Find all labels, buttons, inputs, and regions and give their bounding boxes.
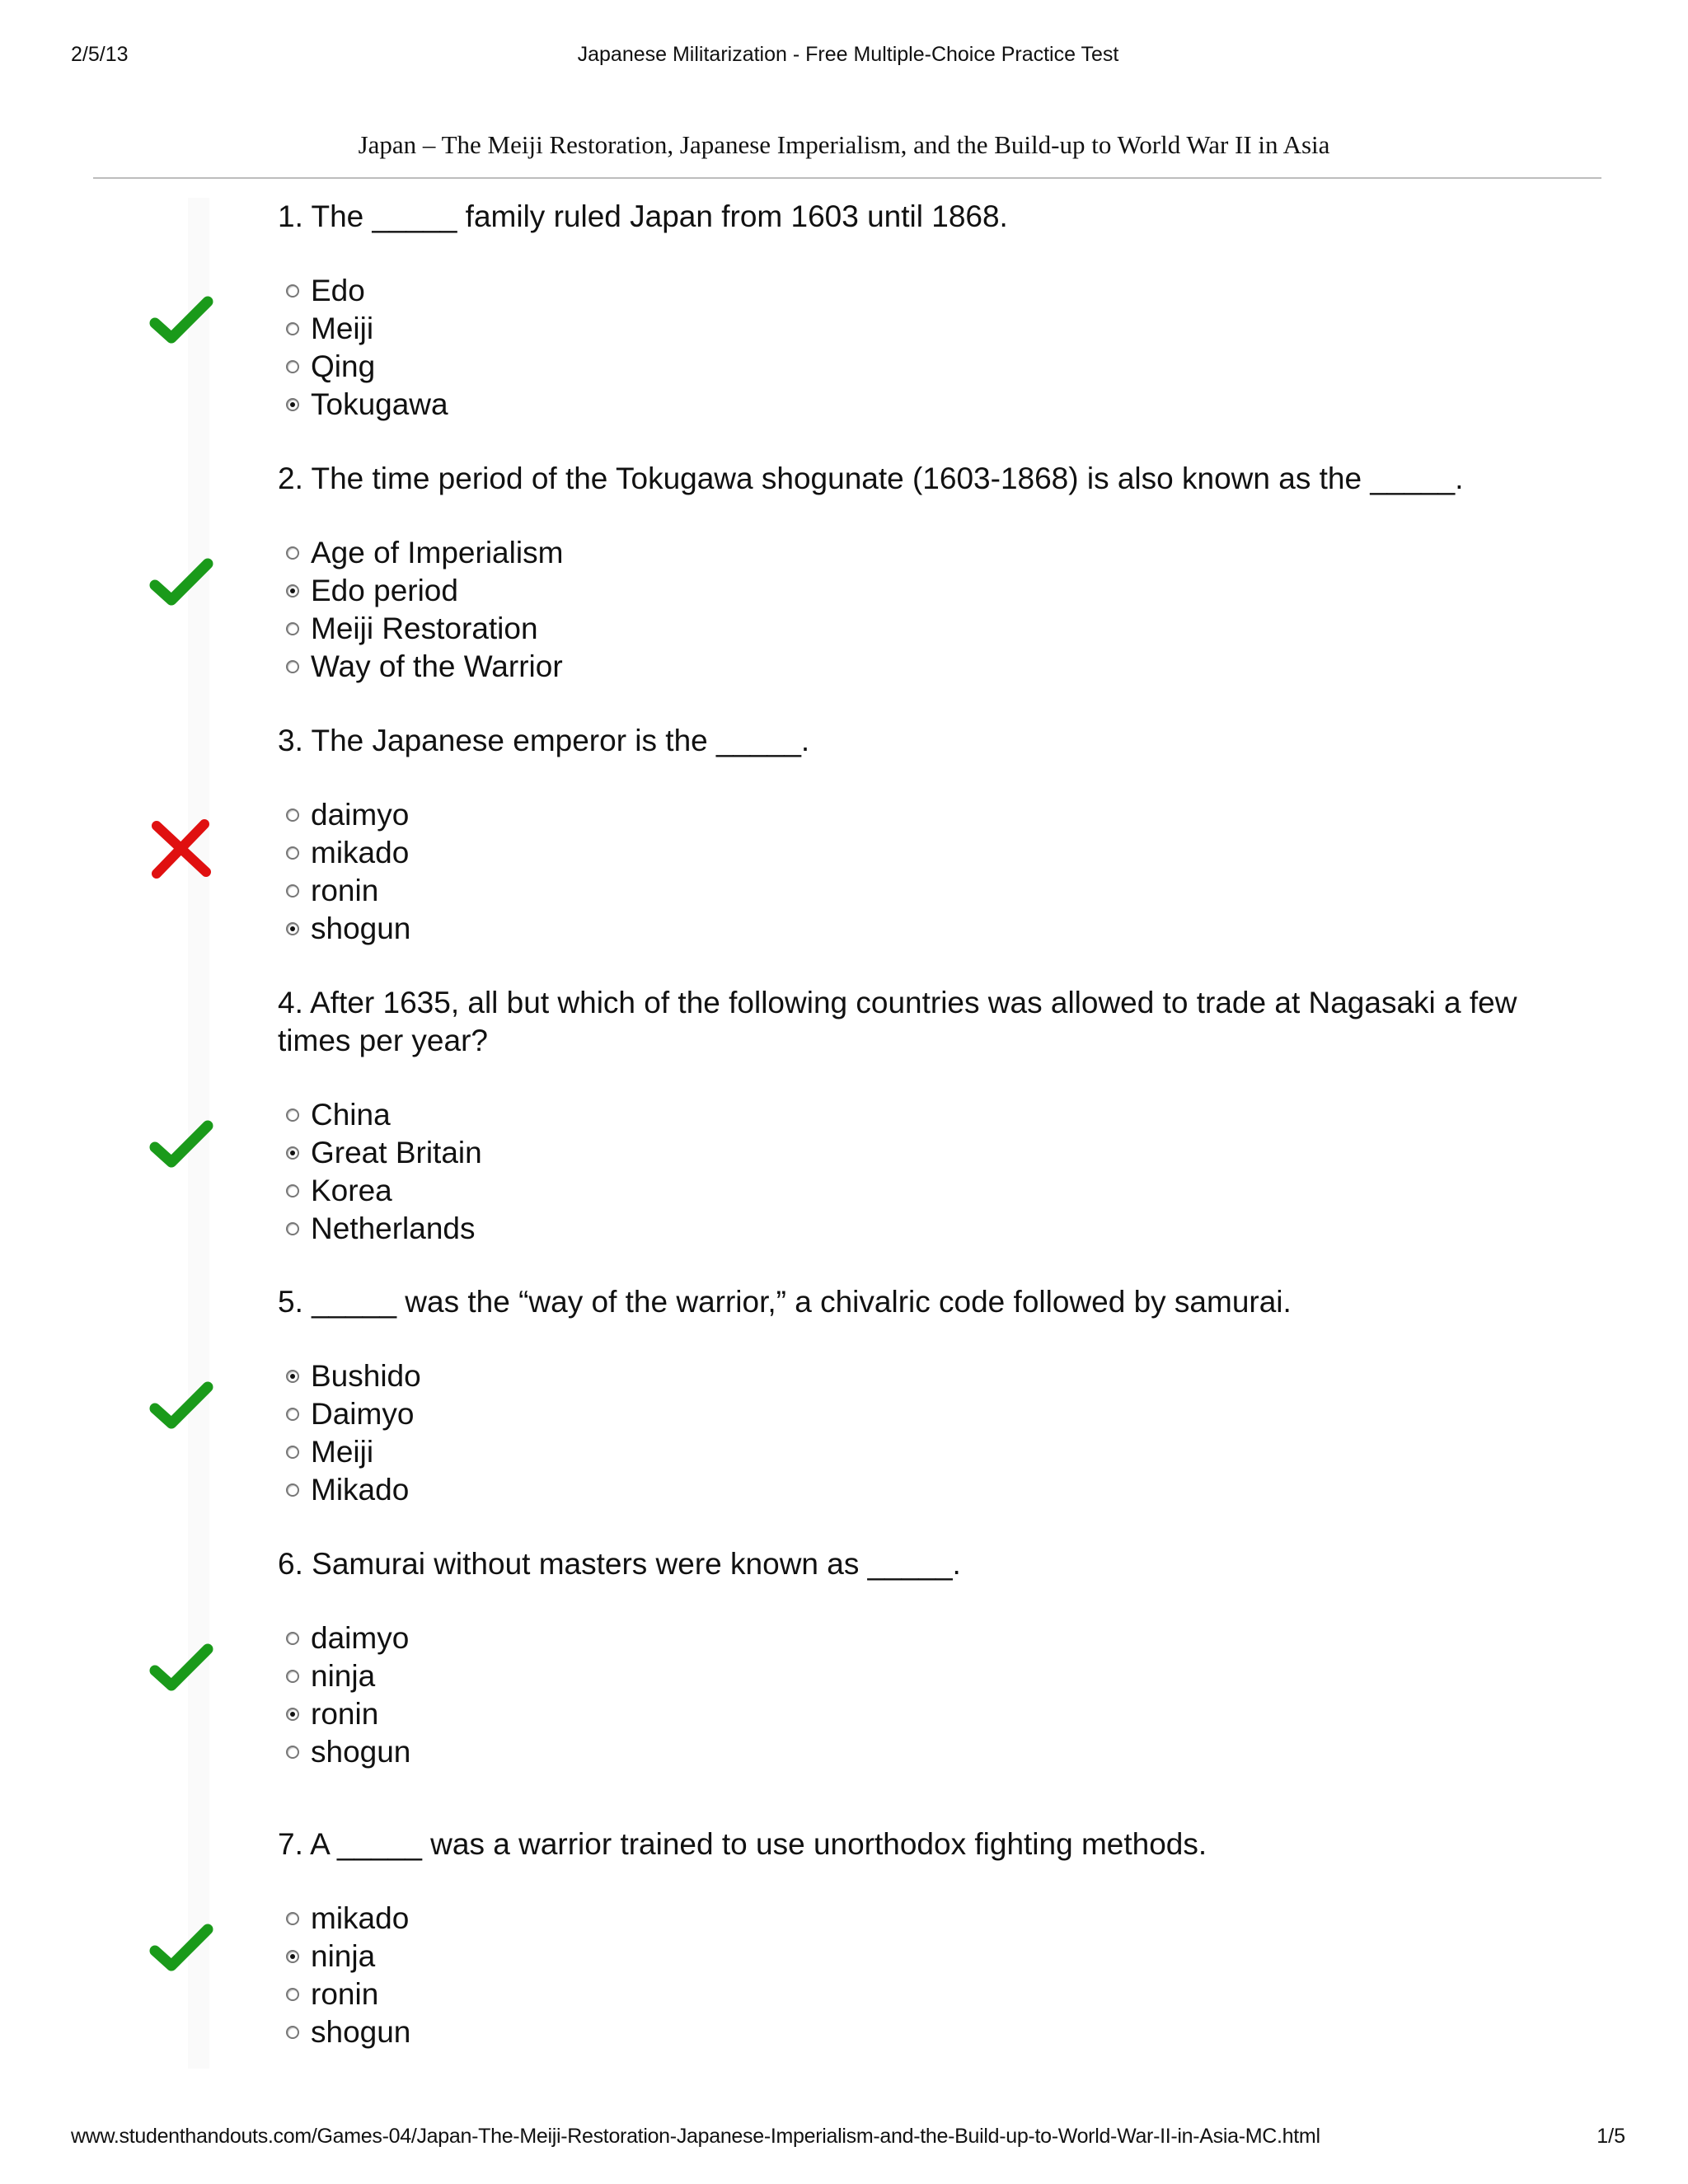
checkmark-icon (148, 1114, 214, 1180)
option-label: Tokugawa (311, 387, 448, 421)
answer-option[interactable] (286, 348, 448, 386)
answer-option[interactable] (286, 2013, 410, 2051)
answer-option[interactable] (286, 872, 410, 910)
question-text: 2. The time period of the Tokugawa shogunate (1603-1868) is also known as the _____. (278, 462, 1464, 495)
answer-option[interactable] (286, 1210, 482, 1248)
radio-button[interactable] (286, 1370, 299, 1383)
answer-option[interactable] (286, 310, 448, 348)
answer-option[interactable] (286, 1657, 410, 1695)
answer-options (286, 272, 448, 424)
answer-options (286, 1357, 421, 1509)
answer-option[interactable] (286, 1975, 410, 2013)
checkmark-icon (148, 290, 214, 356)
answer-option[interactable] (286, 1471, 421, 1509)
checkmark-icon (148, 552, 214, 618)
answer-option[interactable] (286, 910, 410, 948)
option-label: mikado (311, 836, 410, 869)
page-title: Japan – The Meiji Restoration, Japanese Imperialism, and the Build-up to World War II in Asia (358, 130, 1330, 159)
print-footer (71, 2125, 1625, 2158)
option-label: shogun (311, 912, 411, 945)
option-label: Edo (311, 274, 365, 307)
radio-button[interactable] (286, 322, 299, 335)
answer-option[interactable] (286, 1619, 410, 1657)
answer-option[interactable] (286, 1938, 410, 1975)
option-label: Bushido (311, 1359, 421, 1393)
option-label: mikado (311, 1901, 410, 1935)
answer-option[interactable] (286, 1695, 410, 1733)
answer-option[interactable] (286, 534, 563, 572)
radio-button[interactable] (286, 1632, 299, 1645)
question-text: 3. The Japanese emperor is the _____. (278, 724, 810, 757)
answer-option[interactable] (286, 386, 448, 424)
radio-button[interactable] (286, 1446, 299, 1459)
option-label: ronin (311, 1697, 379, 1731)
option-label: Edo period (311, 574, 458, 607)
radio-button[interactable] (286, 1184, 299, 1197)
checkmark-icon (148, 1918, 214, 1984)
option-label: China (311, 1098, 391, 1132)
radio-button[interactable] (286, 660, 299, 673)
option-label: Meiji (311, 1435, 374, 1469)
radio-button[interactable] (286, 1670, 299, 1683)
question-text: 6. Samurai without masters were known as _____. (278, 1547, 961, 1581)
radio-button[interactable] (286, 1483, 299, 1497)
option-label: shogun (311, 1735, 411, 1769)
option-label: Korea (311, 1174, 392, 1207)
checkmark-icon (148, 1376, 214, 1441)
radio-button[interactable] (286, 398, 299, 411)
page-url: www.studenthandouts.com/Games-04/Japan-The-Meiji-Restoration-Japanese-Imperialism-and-the-Build-up-to-World-War-II-in-Asia-MC.html (71, 2125, 1320, 2148)
answer-options (286, 1096, 482, 1248)
option-label: Way of the Warrior (311, 649, 563, 683)
option-label: Daimyo (311, 1397, 415, 1431)
answer-option[interactable] (286, 1733, 410, 1771)
cross-icon (148, 814, 214, 880)
print-header (71, 43, 1625, 76)
option-label: ronin (311, 874, 379, 907)
option-label: Meiji Restoration (311, 612, 538, 645)
radio-button[interactable] (286, 1746, 299, 1759)
radio-button[interactable] (286, 1146, 299, 1160)
radio-button[interactable] (286, 846, 299, 860)
radio-button[interactable] (286, 622, 299, 635)
option-label: Netherlands (311, 1212, 476, 1245)
answer-options (286, 1900, 410, 2051)
answer-option[interactable] (286, 796, 410, 834)
option-label: daimyo (311, 798, 410, 832)
radio-button[interactable] (286, 1408, 299, 1421)
option-label: Age of Imperialism (311, 536, 564, 569)
question-text: 4. After 1635, all but which of the following countries was allowed to trade at Nagasaki a few times per year? (278, 986, 1517, 1057)
option-label: shogun (311, 2015, 411, 2049)
radio-button[interactable] (286, 1222, 299, 1235)
option-label: Meiji (311, 312, 374, 345)
radio-button[interactable] (286, 1950, 299, 1963)
question-text: 1. The _____ family ruled Japan from 1603 until 1868. (278, 199, 1008, 233)
answer-option[interactable] (286, 572, 563, 610)
answer-options (286, 796, 410, 948)
radio-button[interactable] (286, 1988, 299, 2001)
radio-button[interactable] (286, 546, 299, 560)
title-divider (93, 177, 1601, 179)
answer-options (286, 1619, 410, 1771)
option-label: ronin (311, 1977, 379, 2011)
option-label: ninja (311, 1939, 376, 1973)
option-label: Qing (311, 349, 376, 383)
radio-button[interactable] (286, 1108, 299, 1122)
page-number: 1/5 (1597, 2125, 1625, 2148)
radio-button[interactable] (286, 808, 299, 822)
answer-option[interactable] (286, 648, 563, 686)
answer-option[interactable] (286, 272, 448, 310)
option-label: ninja (311, 1659, 376, 1693)
radio-button[interactable] (286, 360, 299, 373)
radio-button[interactable] (286, 284, 299, 298)
document-window-title: Japanese Militarization - Free Multiple-Choice Practice Test (577, 43, 1119, 66)
answer-option[interactable] (286, 1172, 482, 1210)
question-text: 5. _____ was the “way of the warrior,” a chivalric code followed by samurai. (278, 1285, 1292, 1319)
radio-button[interactable] (286, 884, 299, 898)
radio-button[interactable] (286, 2026, 299, 2039)
radio-button[interactable] (286, 1912, 299, 1925)
print-date: 2/5/13 (71, 43, 129, 66)
option-label: daimyo (311, 1621, 410, 1655)
answer-option[interactable] (286, 1395, 421, 1433)
answer-options (286, 534, 563, 686)
answer-option[interactable] (286, 1096, 482, 1134)
answer-option[interactable] (286, 1433, 421, 1471)
option-label: Great Britain (311, 1136, 482, 1169)
radio-button[interactable] (286, 922, 299, 935)
answer-option[interactable] (286, 834, 410, 872)
checkmark-icon (148, 1638, 214, 1704)
question-text: 7. A _____ was a warrior trained to use unorthodox fighting methods. (278, 1827, 1207, 1861)
radio-button[interactable] (286, 584, 299, 598)
radio-button[interactable] (286, 1708, 299, 1721)
answer-option[interactable] (286, 1900, 410, 1938)
answer-option[interactable] (286, 1357, 421, 1395)
answer-option[interactable] (286, 1134, 482, 1172)
option-label: Mikado (311, 1473, 410, 1507)
answer-option[interactable] (286, 610, 563, 648)
